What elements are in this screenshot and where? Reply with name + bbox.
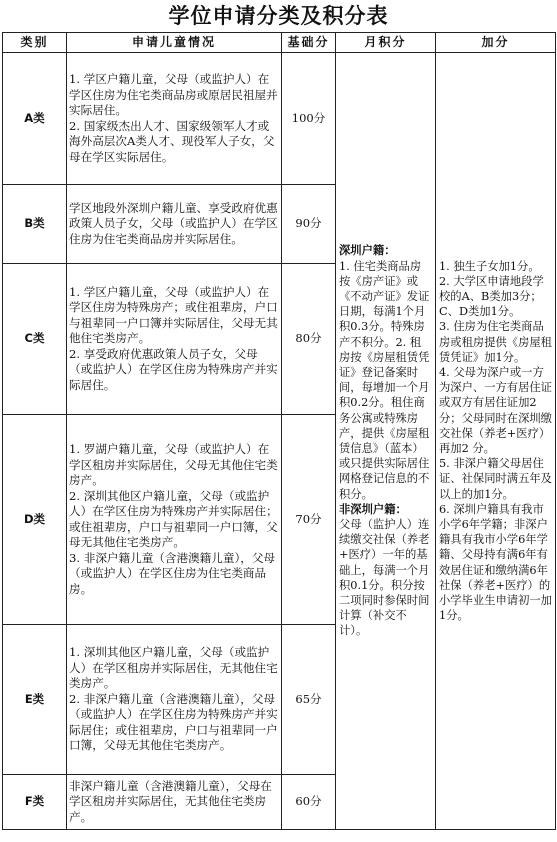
category-e: E类 [3, 625, 67, 775]
header-bonus: 加分 [436, 33, 556, 53]
situation-d [67, 415, 282, 625]
page-title: 学位申请分类及积分表 [168, 4, 389, 28]
situation-text: 2. 非深户籍儿童（含港澳籍儿童），父母（或监护人）在学区住房为特殊房产并实际居住；或住祖辈房，户口与祖辈同一户口簿，父母无其他住宅类房产。 [69, 691, 278, 753]
situation-text: 3. 非深户籍儿童（含港澳籍儿童），父母（或监护人）在学区住房为住宅类商品房。 [69, 550, 276, 596]
situation-text: 非深户籍儿童（含港澳籍儿童），父母在学区租房并实际居住，无其他住宅类房产。 [69, 778, 272, 824]
category-b: B类 [3, 185, 67, 264]
header-base-score: 基础分 [282, 33, 336, 53]
shenzhen-heading: 深圳户籍： [339, 244, 396, 258]
header-situation: 申请儿童情况 [67, 33, 282, 53]
bonus-item: 5. 非深户籍父母居住证、社保同时满五年及以上的加1分。 [439, 457, 552, 501]
situation-f [67, 775, 282, 830]
situation-text: 1. 学区户籍儿童，父母（或监护人）在学区住房为特殊房产；或住祖辈房，户口与祖辈同一户口簿并实际居住，父母无其他住宅类房产。 [69, 284, 278, 346]
bonus-item: 4. 父母为深户或一方为深户、一方有居住证或双方有居住证加2分；父母同时在深圳缴交社保（养老+医疗）再加2 分。 [439, 365, 552, 455]
base-score-c: 80分 [282, 264, 336, 415]
base-score-f: 60分 [282, 775, 336, 830]
base-score-e: 65分 [282, 625, 336, 775]
monthly-points-cell [336, 53, 436, 830]
base-score-b: 90分 [282, 185, 336, 264]
situation-e [67, 625, 282, 775]
header-category: 类别 [3, 33, 67, 53]
bonus-item: 3. 住房为住宅类商品房或租房提供《房屋租赁凭证》加1分。 [439, 320, 552, 364]
bonus-item: 1. 独生子女加1分。 [439, 259, 540, 273]
situation-text: 学区地段外深圳户籍儿童、享受政府优惠政策人员子女，父母（或监护人）在学区住房为住宅类商品房并实际居住。 [69, 200, 278, 246]
table-header-row [3, 33, 556, 53]
table-row [3, 53, 556, 185]
shenzhen-points-text: 1. 住宅类商品房按《房产证》或《不动产证》发证日期，每满1个月积0.3分。特殊房产不积分。2. 租房按《房屋租赁凭证》登记备案时间，每增加一个月积0.2分。租住商务公寓或特殊房产，提供《房屋租赁信息》（蓝本）或只提供实际居住网格登记信息的不积分。 [339, 259, 430, 501]
category-a: A类 [3, 53, 67, 185]
header-monthly-points: 月积分 [336, 33, 436, 53]
base-score-d: 70分 [282, 415, 336, 625]
base-score-a: 100分 [282, 53, 336, 185]
situation-a [67, 53, 282, 185]
category-f: F类 [3, 775, 67, 830]
situation-text: 1. 深圳其他区户籍儿童，父母（或监护人）在学区租房并实际居住，无其他住宅类房产。 [69, 645, 278, 691]
non-shenzhen-points-text: 父母（监护人）连续缴交社保（养老+医疗）一年的基础上，每满一个月积0.1分。积分按二项同时参保时间计算（补交不计）。 [339, 518, 430, 638]
category-c: C类 [3, 264, 67, 415]
situation-text: 2. 享受政府优惠政策人员子女，父母（或监护人）在学区住房为特殊房产并实际居住。 [69, 346, 278, 392]
bonus-cell [436, 53, 556, 830]
situation-text: 1. 学区户籍儿童，父母（或监护人）在学区住房为住宅类商品房或原居民祖屋并实际居住。 [69, 72, 278, 117]
category-d: D类 [3, 415, 67, 625]
situation-text: 2. 深圳其他区户籍儿童，父母（或监护人）在学区住房为特殊房产并实际居住；或住祖辈房，户口与祖辈同一户口簿，父母无其他住宅类房产。 [69, 488, 278, 549]
bonus-item: 2. 大学区申请地段学校的A、B类加3分；C、D类加1分。 [439, 274, 544, 319]
situation-text: 2. 国家级杰出人才、国家级领军人才或海外高层次A类人才、现役军人子女，父母在学区实际居住。 [69, 118, 275, 164]
situation-b [67, 185, 282, 264]
points-table [2, 32, 556, 830]
situation-c [67, 264, 282, 415]
situation-text: 1. 罗湖户籍儿童，父母（或监护人）在学区租房并实际居住，父母无其他住宅类房产。 [69, 442, 278, 487]
bonus-item: 6. 深圳户籍具有我市小学6年学籍；非深户籍具有我市小学6年学籍、父母持有满6年有效居住证和缴纳满6年社保（养老+医疗）的小学毕业生申请初一加1分。 [439, 502, 552, 623]
non-shenzhen-heading: 非深圳户籍： [339, 502, 407, 516]
